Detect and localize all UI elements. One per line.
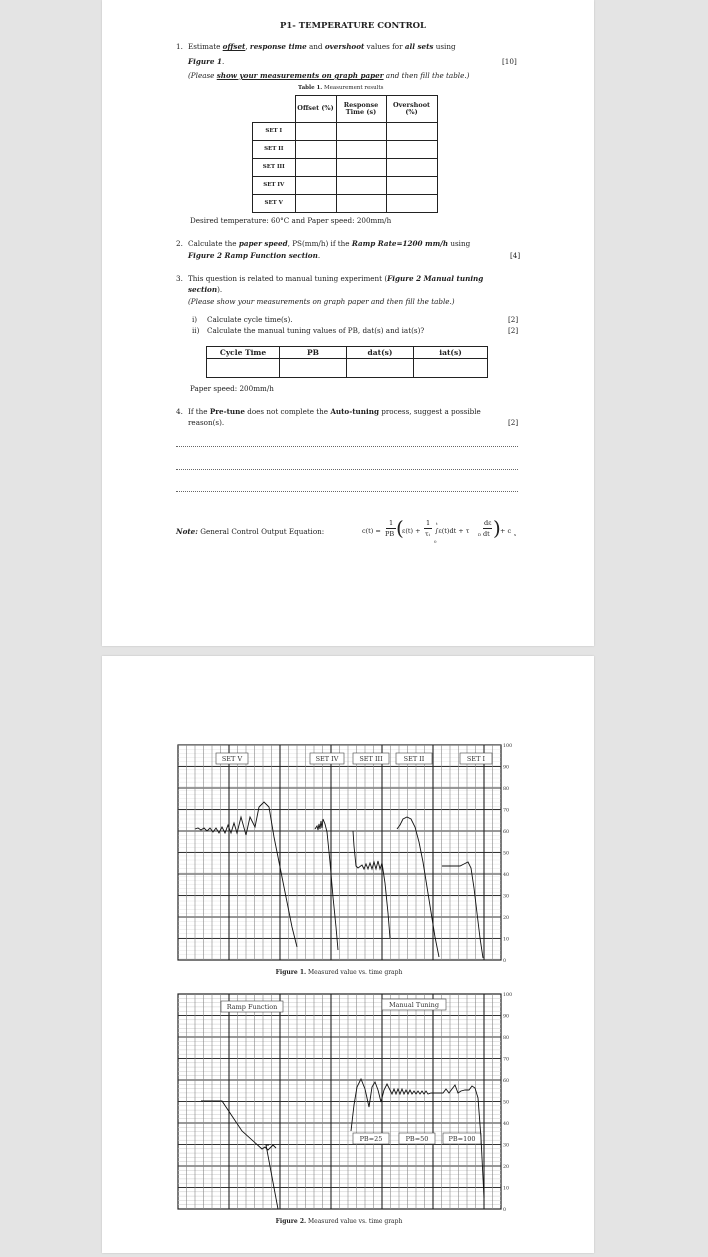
figure2-label-pb100: PB=100 — [448, 1135, 476, 1143]
table1-cell[interactable] — [295, 195, 336, 213]
figure2-y-tick: 90 — [503, 1014, 510, 1020]
table1-cell[interactable] — [386, 141, 437, 159]
q2-text: Calculate the paper speed, PS(mm/h) if the Ramp Rate=1200 mm/h using — [188, 239, 471, 248]
table1-cell[interactable] — [386, 195, 437, 213]
q4-number: 4. — [176, 407, 183, 416]
figure2-label-manual-tuning: Manual Tuning — [388, 1001, 440, 1009]
eq-tail: + c — [500, 527, 512, 535]
eq-dt: dt — [483, 530, 490, 538]
figure2-y-axis-ticks — [503, 992, 512, 1213]
table1-cell[interactable] — [336, 141, 386, 159]
table2-cell[interactable] — [347, 359, 414, 378]
q3-sub-i: Calculate cycle time(s). — [207, 315, 293, 324]
table1-header-response-time: Response Time (s) — [336, 96, 386, 123]
table1-cell[interactable] — [386, 123, 437, 141]
table1-cell[interactable] — [336, 177, 386, 195]
eq-lhs: c(t) = — [362, 527, 381, 535]
figure2-label-pb25: PB=25 — [359, 1135, 383, 1143]
table2-header-cycle-time: Cycle Time — [207, 347, 280, 359]
figures-svg — [102, 656, 594, 1253]
figure1-label-set-ii: SET II — [403, 755, 425, 763]
table2-header-pb: PB — [280, 347, 347, 359]
figure1-y-axis-ticks — [503, 743, 512, 964]
q1-footer: Desired temperature: 60°C and Paper speed: 200mm/h — [190, 216, 392, 225]
figure1-y-tick: 70 — [503, 808, 510, 814]
table2-cell[interactable] — [207, 359, 280, 378]
q2-number: 2. — [176, 239, 183, 248]
q3-text-line2: section). — [188, 285, 223, 294]
table1-row-label: SET V — [253, 195, 296, 213]
table1-header-overshoot: Overshoot (%) — [386, 96, 437, 123]
figure2-y-tick: 40 — [503, 1122, 510, 1127]
table1-row-label: SET IV — [253, 177, 296, 195]
q3-sub-i-marks: [2] — [508, 315, 519, 324]
q1-figure-ref: Figure 1. — [188, 57, 225, 66]
table1-cell[interactable] — [295, 159, 336, 177]
q3-footer: Paper speed: 200mm/h — [190, 384, 274, 393]
note-text: Note: General Control Output Equation: — [176, 527, 325, 536]
table2-cell[interactable] — [414, 359, 488, 378]
eq-fraction-bar — [386, 528, 396, 529]
table1-cell[interactable] — [295, 141, 336, 159]
figures-page — [102, 656, 594, 1253]
q2-figure-ref: Figure 2 Ramp Function section. — [188, 251, 321, 260]
figure2-y-tick: 30 — [503, 1143, 510, 1149]
table1-row-label: SET II — [253, 141, 296, 159]
table2-header-dat: dat(s) — [347, 347, 414, 359]
figure1-y-tick: 80 — [503, 787, 510, 792]
q1-instruction: (Please show your measurements on graph paper and then fill the table.) — [188, 71, 470, 80]
figure2-y-tick: 20 — [503, 1165, 510, 1170]
table1-cell[interactable] — [386, 177, 437, 195]
eq-integral: ∫ε(t)dt + τ — [435, 527, 470, 535]
eq-epsilon: ε(t) + — [402, 527, 421, 535]
eq-fraction-bar-b — [424, 528, 432, 529]
eq-fraction-bar-c — [483, 528, 492, 529]
eq-int-upper: t — [436, 521, 438, 526]
figure1-y-tick: 50 — [503, 851, 510, 857]
table1-cell[interactable] — [386, 159, 437, 177]
figure2-y-tick: 80 — [503, 1036, 510, 1041]
q3-text: This question is related to manual tuning experiment (Figure 2 Manual tuning — [188, 274, 484, 283]
manual-tuning-table — [206, 346, 488, 378]
answer-line[interactable] — [176, 469, 518, 470]
figure1-y-tick: 0 — [503, 959, 507, 964]
table1-header-offset: Offset (%) — [295, 96, 336, 123]
answer-line[interactable] — [176, 446, 518, 447]
figure1-label-set-iv: SET IV — [315, 755, 339, 763]
answer-line[interactable] — [176, 491, 518, 492]
q2-marks: [4] — [510, 251, 521, 260]
figure1-label-set-v: SET V — [221, 755, 243, 763]
table1-cell[interactable] — [295, 177, 336, 195]
q1-text: Estimate offset, response time and overshoot values for all sets using — [188, 42, 456, 51]
q1-number: 1. — [176, 42, 183, 51]
page-title: P1- TEMPERATURE CONTROL — [280, 21, 427, 31]
q3-sub-ii-label: ii) — [192, 326, 200, 335]
q3-instruction: (Please show your measurements on graph paper and then fill the table.) — [188, 297, 455, 306]
q3-number: 3. — [176, 274, 183, 283]
figure1-y-tick: 30 — [503, 894, 510, 900]
q1-marks: [10] — [502, 57, 517, 66]
eq-pb: PB — [385, 530, 395, 538]
eq-one: 1 — [389, 519, 394, 527]
measurement-results-table — [252, 95, 438, 213]
figure2-y-tick: 70 — [503, 1057, 510, 1063]
figure2-graph — [178, 992, 512, 1225]
table1-caption: Table 1. Measurement results — [298, 85, 384, 91]
q4-marks: [2] — [508, 418, 519, 427]
figure1-y-tick: 100 — [503, 744, 513, 749]
figure2-y-tick: 100 — [503, 993, 513, 998]
table1-row-label: SET I — [253, 123, 296, 141]
control-output-equation — [362, 516, 522, 544]
table2-header-iat: iat(s) — [414, 347, 488, 359]
figure1-label-set-i: SET I — [466, 755, 486, 763]
table1-row-label: SET III — [253, 159, 296, 177]
eq-tail-sub: s — [514, 532, 517, 537]
table1-cell[interactable] — [336, 159, 386, 177]
table1-cell[interactable] — [336, 123, 386, 141]
figure2-y-tick: 10 — [503, 1186, 510, 1192]
eq-tau-i: τᵢ — [425, 530, 430, 538]
figure2-y-tick: 50 — [503, 1100, 510, 1106]
q3-sub-i-label: i) — [192, 315, 198, 324]
q4-text-line2: reason(s). — [188, 418, 225, 427]
eq-one-b: 1 — [426, 519, 431, 527]
q4-text: If the Pre-tune does not complete the Auto-tuning process, suggest a possible — [188, 407, 481, 416]
figure1-label-set-iii: SET III — [359, 755, 383, 763]
q3-sub-ii: Calculate the manual tuning values of PB, dat(s) and iat(s)? — [207, 326, 425, 335]
eq-de: dε — [484, 519, 492, 527]
figure1-y-tick: 10 — [503, 937, 510, 943]
figure2-y-tick: 60 — [503, 1079, 510, 1084]
table1-cell[interactable] — [295, 123, 336, 141]
eq-paren-close: ) — [493, 516, 501, 540]
table1-cell[interactable] — [336, 195, 386, 213]
figure2-label-pb50: PB=50 — [405, 1135, 429, 1143]
eq-paren-open: ( — [396, 516, 404, 540]
figure1-y-tick: 60 — [503, 830, 510, 835]
question-page — [102, 0, 594, 646]
eq-d-sub: D — [478, 532, 482, 537]
figure2-y-tick: 0 — [503, 1208, 507, 1213]
figure1-y-tick: 90 — [503, 765, 510, 771]
q3-sub-ii-marks: [2] — [508, 326, 519, 335]
figure1-graph — [178, 743, 512, 976]
table2-cell[interactable] — [280, 359, 347, 378]
eq-int-lower: 0 — [434, 539, 437, 544]
figure2-label-ramp-function: Ramp Function — [226, 1003, 278, 1011]
figure1-caption: Figure 1. Measured value vs. time graph — [275, 969, 403, 976]
figure1-y-tick: 20 — [503, 916, 510, 921]
figure2-caption: Figure 2. Measured value vs. time graph — [275, 1218, 403, 1225]
figure1-y-tick: 40 — [503, 873, 510, 878]
